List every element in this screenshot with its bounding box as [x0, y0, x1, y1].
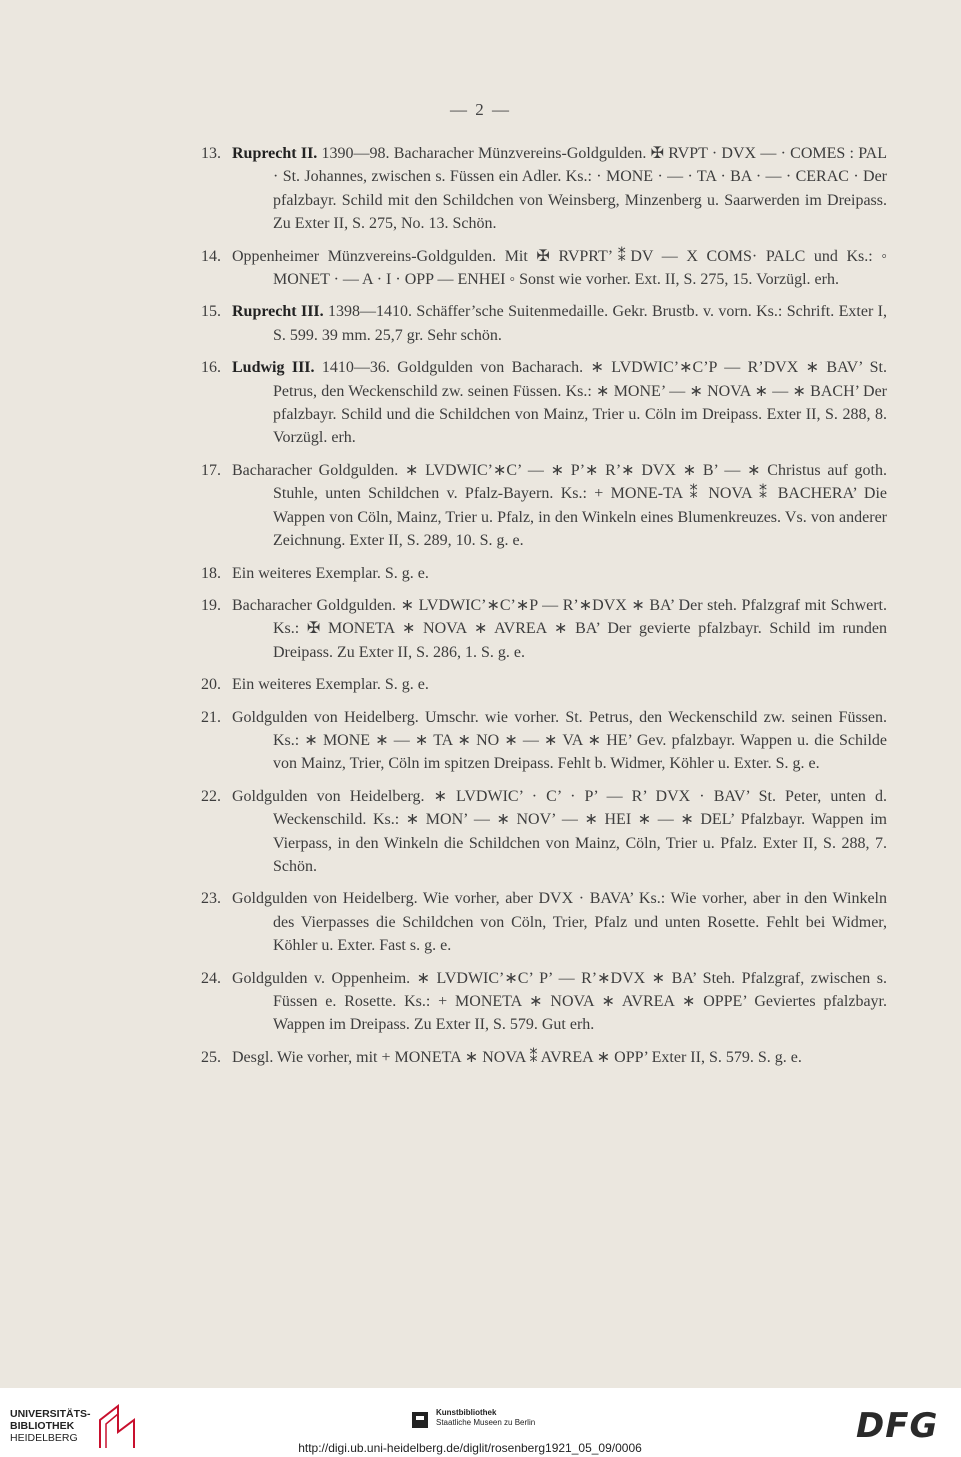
entry-number: 16. [201, 359, 221, 377]
entry-text: Bacharacher Goldgulden. ∗ LVDWIC’∗C’∗P — R’∗DVX ∗ BA’ Der steh. Pfalzgraf mit Schwert. Ks.: ✠ MONETA ∗ NOVA ∗ AVREA ∗ BA’ Der gevierte pfalzbayr. Schild im runden Dreipass. Zu Exter II, S. 286, 1. S. g. e. [232, 596, 887, 661]
catalog-entry [195, 706, 887, 776]
source-url[interactable]: http://digi.ub.uni-heidelberg.de/diglit/rosenberg1921_05_09/0006 [298, 1441, 642, 1455]
entry-ruler: Ruprecht II. [232, 145, 318, 162]
ub-heidelberg-logo[interactable] [10, 1408, 91, 1444]
entry-text: 1410—36. Goldgulden von Bacharach. ∗ LVDWIC’∗C’P — R’DVX ∗ BAV’ St. Petrus, den Weckenschild zw. seinen Füssen. Ks.: ∗ MONE’ — ∗ NOVA ∗ — ∗ BACH’ Der pfalzbayr. Schild und die Schildchen von Mainz, Trier u. Cöln im Dreipass. Exter II, S. 288, 8. Vorzügl. erh. [273, 359, 887, 447]
entry-number: 23. [201, 890, 221, 908]
entry-number: 19. [201, 596, 221, 614]
footer [0, 1388, 961, 1457]
entry-number: 17. [201, 461, 221, 479]
entry-text: Goldgulden von Heidelberg. ∗ LVDWIC’ · C’ · P’ — R’ DVX · BAV’ St. Peter, unten d. Weckenschild. Ks.: ∗ MON’ — ∗ NOV’ — ∗ HEI ∗ — ∗ DEL’ Pfalzbayr. Wappen im Vierpass, in den Winkeln die Schildchen von Mainz, Cöln, Trier u. Pfalz. Exter II, S. 288, 7. Schön. [232, 787, 887, 875]
kb-logo-line1: Kunstbibliothek [436, 1408, 497, 1417]
entry-text: Desgl. Wie vorher, mit + MONETA ∗ NOVA ⁑ AVREA ∗ OPP’ Exter II, S. 579. S. g. e. [232, 1048, 802, 1066]
entry-number: 13. [201, 145, 221, 162]
entry-number: 18. [201, 564, 221, 582]
catalog-entry [195, 967, 887, 1037]
catalog-entry [195, 245, 887, 292]
kunstbibliothek-mark-icon [410, 1410, 430, 1430]
page-number: — 2 — [450, 100, 511, 119]
catalog-entry [195, 562, 887, 585]
entry-text: Goldgulden von Heidelberg. Wie vorher, aber DVX · BAVA’ Ks.: Wie vorher, aber in den Winkeln des Vierpasses die Schildchen von Cöln, Trier, Pfalz und unten Rosette. Fehlt bei Widmer, Köhler u. Exter. Fast s. g. e. [232, 890, 887, 955]
catalog-entry [195, 1046, 887, 1069]
catalog-entry [195, 785, 887, 879]
entry-text: Goldgulden v. Oppenheim. ∗ LVDWIC’∗C’ P’ — R’∗DVX ∗ BA’ Steh. Pfalzgraf, zwischen s. Füssen e. Rosette. Ks.: + MONETA ∗ NOVA ∗ AVREA ∗ OPPE’ Geviertes pfalzbayr. Wappen im Dreipass. Zu Exter II, S. 579. Gut erh. [232, 969, 887, 1034]
catalog-entry [195, 356, 887, 450]
catalog-entry [195, 673, 887, 696]
catalog-entry [195, 594, 887, 664]
entry-number: 21. [201, 708, 221, 726]
entry-list [195, 142, 887, 1078]
catalog-entry [195, 887, 887, 957]
catalog-entry [195, 142, 887, 236]
entry-number: 15. [201, 303, 221, 321]
entry-ruler: Ludwig III. [232, 359, 315, 377]
entry-number: 24. [201, 969, 221, 987]
entry-text: Goldgulden von Heidelberg. Umschr. wie vorher. St. Petrus, den Weckenschild zw. seinen Füssen. Ks.: ∗ MONE ∗ — ∗ TA ∗ NO ∗ — ∗ VA ∗ HE’ Gev. pfalzbayr. Wappen u. die Schilde von Mainz, Trier, Cöln im spitzen Dreipass. Fehlt b. Widmer, Köhler u. Exter. S. g. e. [232, 708, 887, 773]
entry-number: 25. [201, 1048, 221, 1066]
entry-number: 14. [201, 247, 221, 265]
kb-logo-line2: Staatliche Museen zu Berlin [436, 1418, 536, 1427]
entry-text: 1390—98. Bacharacher Münzvereins-Goldgulden. ✠ RVPT · DVX — · COMES : PAL · St. Johannes, zwischen s. Füssen ein Adler. Ks.: · MONE · — · TA · BA · — · CERAC · Der pfalzbayr. Schild mit den Schildchen von Weinsberg, Minzenberg u. Saarwerden im Dreipass. Zu Exter II, S. 275, No. 13. Schön. [273, 145, 887, 233]
entry-number: 22. [201, 787, 221, 805]
entry-text: 1398—1410. Schäffer’sche Suitenmedaille. Gekr. Brustb. v. vorn. Ks.: Schrift. Exter I, S. 599. 39 mm. 25,7 gr. Sehr schön. [273, 303, 887, 344]
entry-text: Oppenheimer Münzvereins-Goldgulden. Mit ✠ RVPRT’⁑DV — X COMS· PALC und Ks.: ◦ MONET · — A · I · OPP — ENHEI ◦ Sonst wie vorher. Ext. II, S. 275, 15. Vorzügl. erh. [232, 247, 887, 289]
dfg-logo[interactable]: DFG [856, 1406, 939, 1446]
ub-logo-line1: UNIVERSITÄTS- [10, 1408, 91, 1420]
ub-logo-line2: BIBLIOTHEK [10, 1420, 75, 1432]
entry-ruler: Ruprecht III. [232, 303, 324, 321]
entry-number: 20. [201, 676, 221, 694]
catalog-entry [195, 459, 887, 553]
ub-logo-line3: HEIDELBERG [10, 1432, 78, 1444]
entry-text: Bacharacher Goldgulden. ∗ LVDWIC’∗C’ — ∗ P’∗ R’∗ DVX ∗ B’ — ∗ Christus auf goth. Stuhle, unten Schildchen v. Pfalz-Bayern. Ks.: + MONE-TA ⁑ NOVA ⁑ BACHERA’ Die Wappen von Cöln, Mainz, Trier u. Pfalz, in den Winkeln eines Blumenkreuzes. Vs. von anderer Zeichnung. Exter II, S. 289, 10. S. g. e. [232, 461, 887, 550]
entry-text: Ein weiteres Exemplar. S. g. e. [232, 676, 429, 694]
entry-text: Ein weiteres Exemplar. S. g. e. [232, 564, 429, 582]
catalog-entry [195, 300, 887, 347]
